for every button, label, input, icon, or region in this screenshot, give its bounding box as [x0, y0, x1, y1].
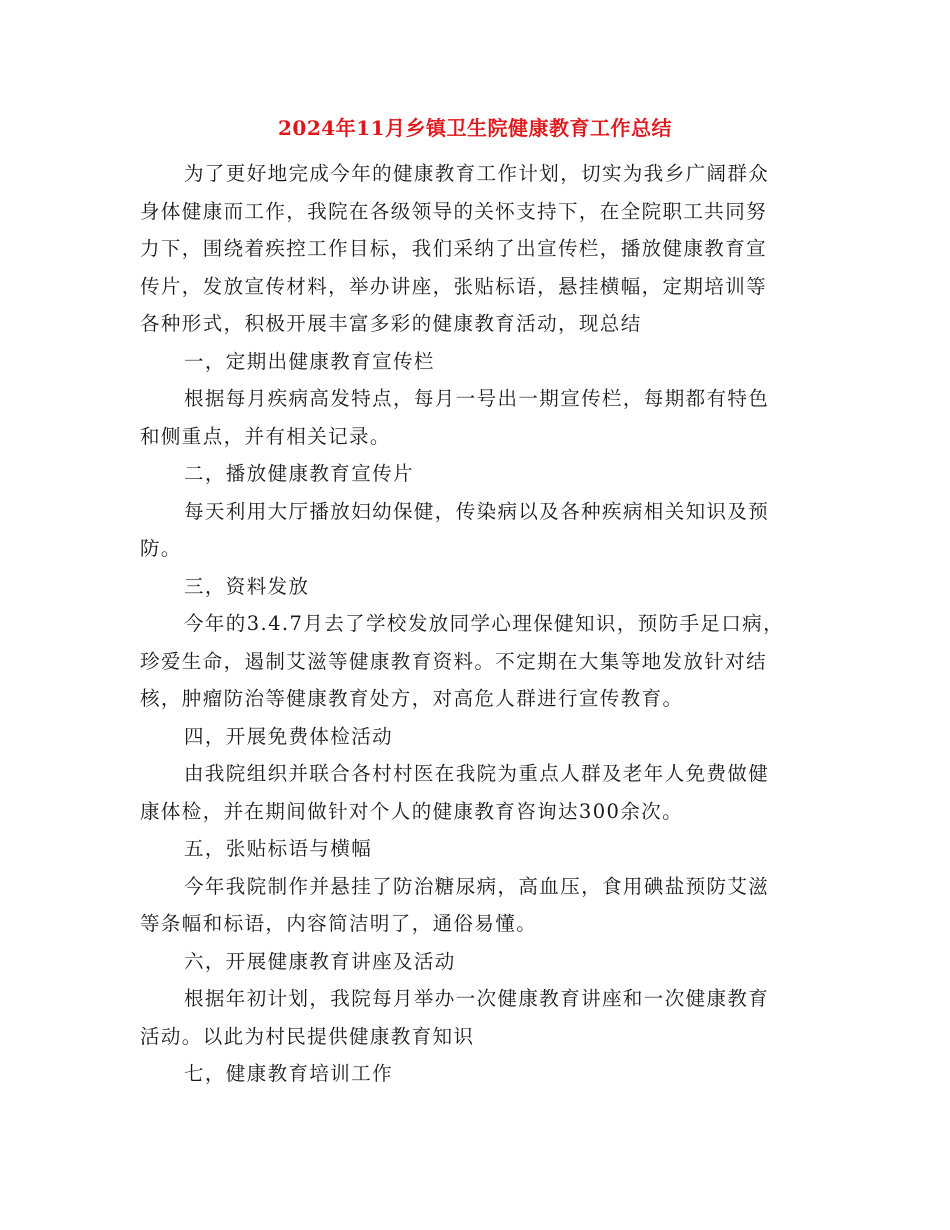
section-paragraph — [140, 868, 810, 943]
text-line: 根据每月疾病高发特点，每月一号出一期宣传栏，每期都有特色 — [184, 387, 770, 410]
text-line: 力下，围绕着疾控工作目标，我们采纳了出宣传栏，播放健康教育宣 — [140, 237, 768, 260]
section-heading-text: 三，资料发放 — [184, 574, 310, 598]
section-heading-text: 四，开展免费体检活动 — [184, 724, 394, 748]
text-line: 珍爱生命，遏制艾滋等健康教育资料。不定期在大集等地发放针对结 — [140, 649, 768, 673]
intro-paragraph — [140, 155, 810, 343]
section-paragraph — [140, 380, 810, 455]
text-line: 等条幅和标语，内容简洁明了，通俗易懂。 — [140, 912, 538, 935]
section-paragraph — [140, 980, 810, 1055]
section-heading — [140, 455, 810, 493]
section-paragraph — [140, 493, 810, 568]
section-heading — [140, 568, 810, 606]
section-heading — [140, 1055, 810, 1093]
text-line: 根据年初计划，我院每月举办一次健康教育讲座和一次健康教育 — [184, 987, 770, 1010]
text-line: 今年的3.4.7月去了学校发放同学心理保健知识，预防手足口病， — [184, 612, 785, 635]
section-heading-text: 七，健康教育培训工作 — [184, 1062, 394, 1085]
text-line: 核，肿瘤防治等健康教育处方，对高危人群进行宣传教育。 — [140, 687, 684, 710]
text-line: 今年我院制作并悬挂了防治糖尿病，高血压，食用碘盐预防艾滋 — [184, 874, 770, 898]
text-line: 传片，发放宣传材料，举办讲座，张贴标语，悬挂横幅，定期培训等 — [140, 274, 768, 298]
text-line: 康体检，并在期间做针对个人的健康教育咨询达300余次。 — [140, 799, 684, 823]
text-line: 为了更好地完成今年的健康教育工作计划，切实为我乡广阔群众 — [184, 162, 770, 185]
text-line: 由我院组织并联合各村村医在我院为重点人群及老年人免费做健 — [184, 762, 770, 785]
text-line: 每天利用大厅播放妇幼保健，传染病以及各种疾病相关知识及预 — [184, 499, 770, 523]
section-paragraph — [140, 605, 810, 718]
text-line: 和侧重点，并有相关记录。 — [140, 424, 391, 448]
section-heading — [140, 943, 810, 981]
text-line: 活动。以此为村民提供健康教育知识 — [140, 1024, 475, 1048]
text-line: 各种形式，积极开展丰富多彩的健康教育活动，现总结 — [140, 312, 642, 335]
section-heading-text: 六，开展健康教育讲座及活动 — [184, 949, 456, 973]
document-title: 2024年11月乡镇卫生院健康教育工作总结 — [278, 116, 672, 140]
text-line: 身体健康而工作，我院在各级领导的关怀支持下，在全院职工共同努 — [140, 199, 768, 223]
section-heading-text: 二，播放健康教育宣传片 — [184, 462, 414, 485]
section-paragraph — [140, 755, 810, 830]
section-heading — [140, 718, 810, 756]
text-line: 防。 — [140, 537, 182, 560]
section-heading — [140, 830, 810, 868]
section-heading — [140, 343, 810, 381]
section-heading-text: 一，定期出健康教育宣传栏 — [184, 349, 435, 373]
document-body — [140, 155, 810, 1093]
section-heading-text: 五，张贴标语与横幅 — [184, 837, 373, 860]
